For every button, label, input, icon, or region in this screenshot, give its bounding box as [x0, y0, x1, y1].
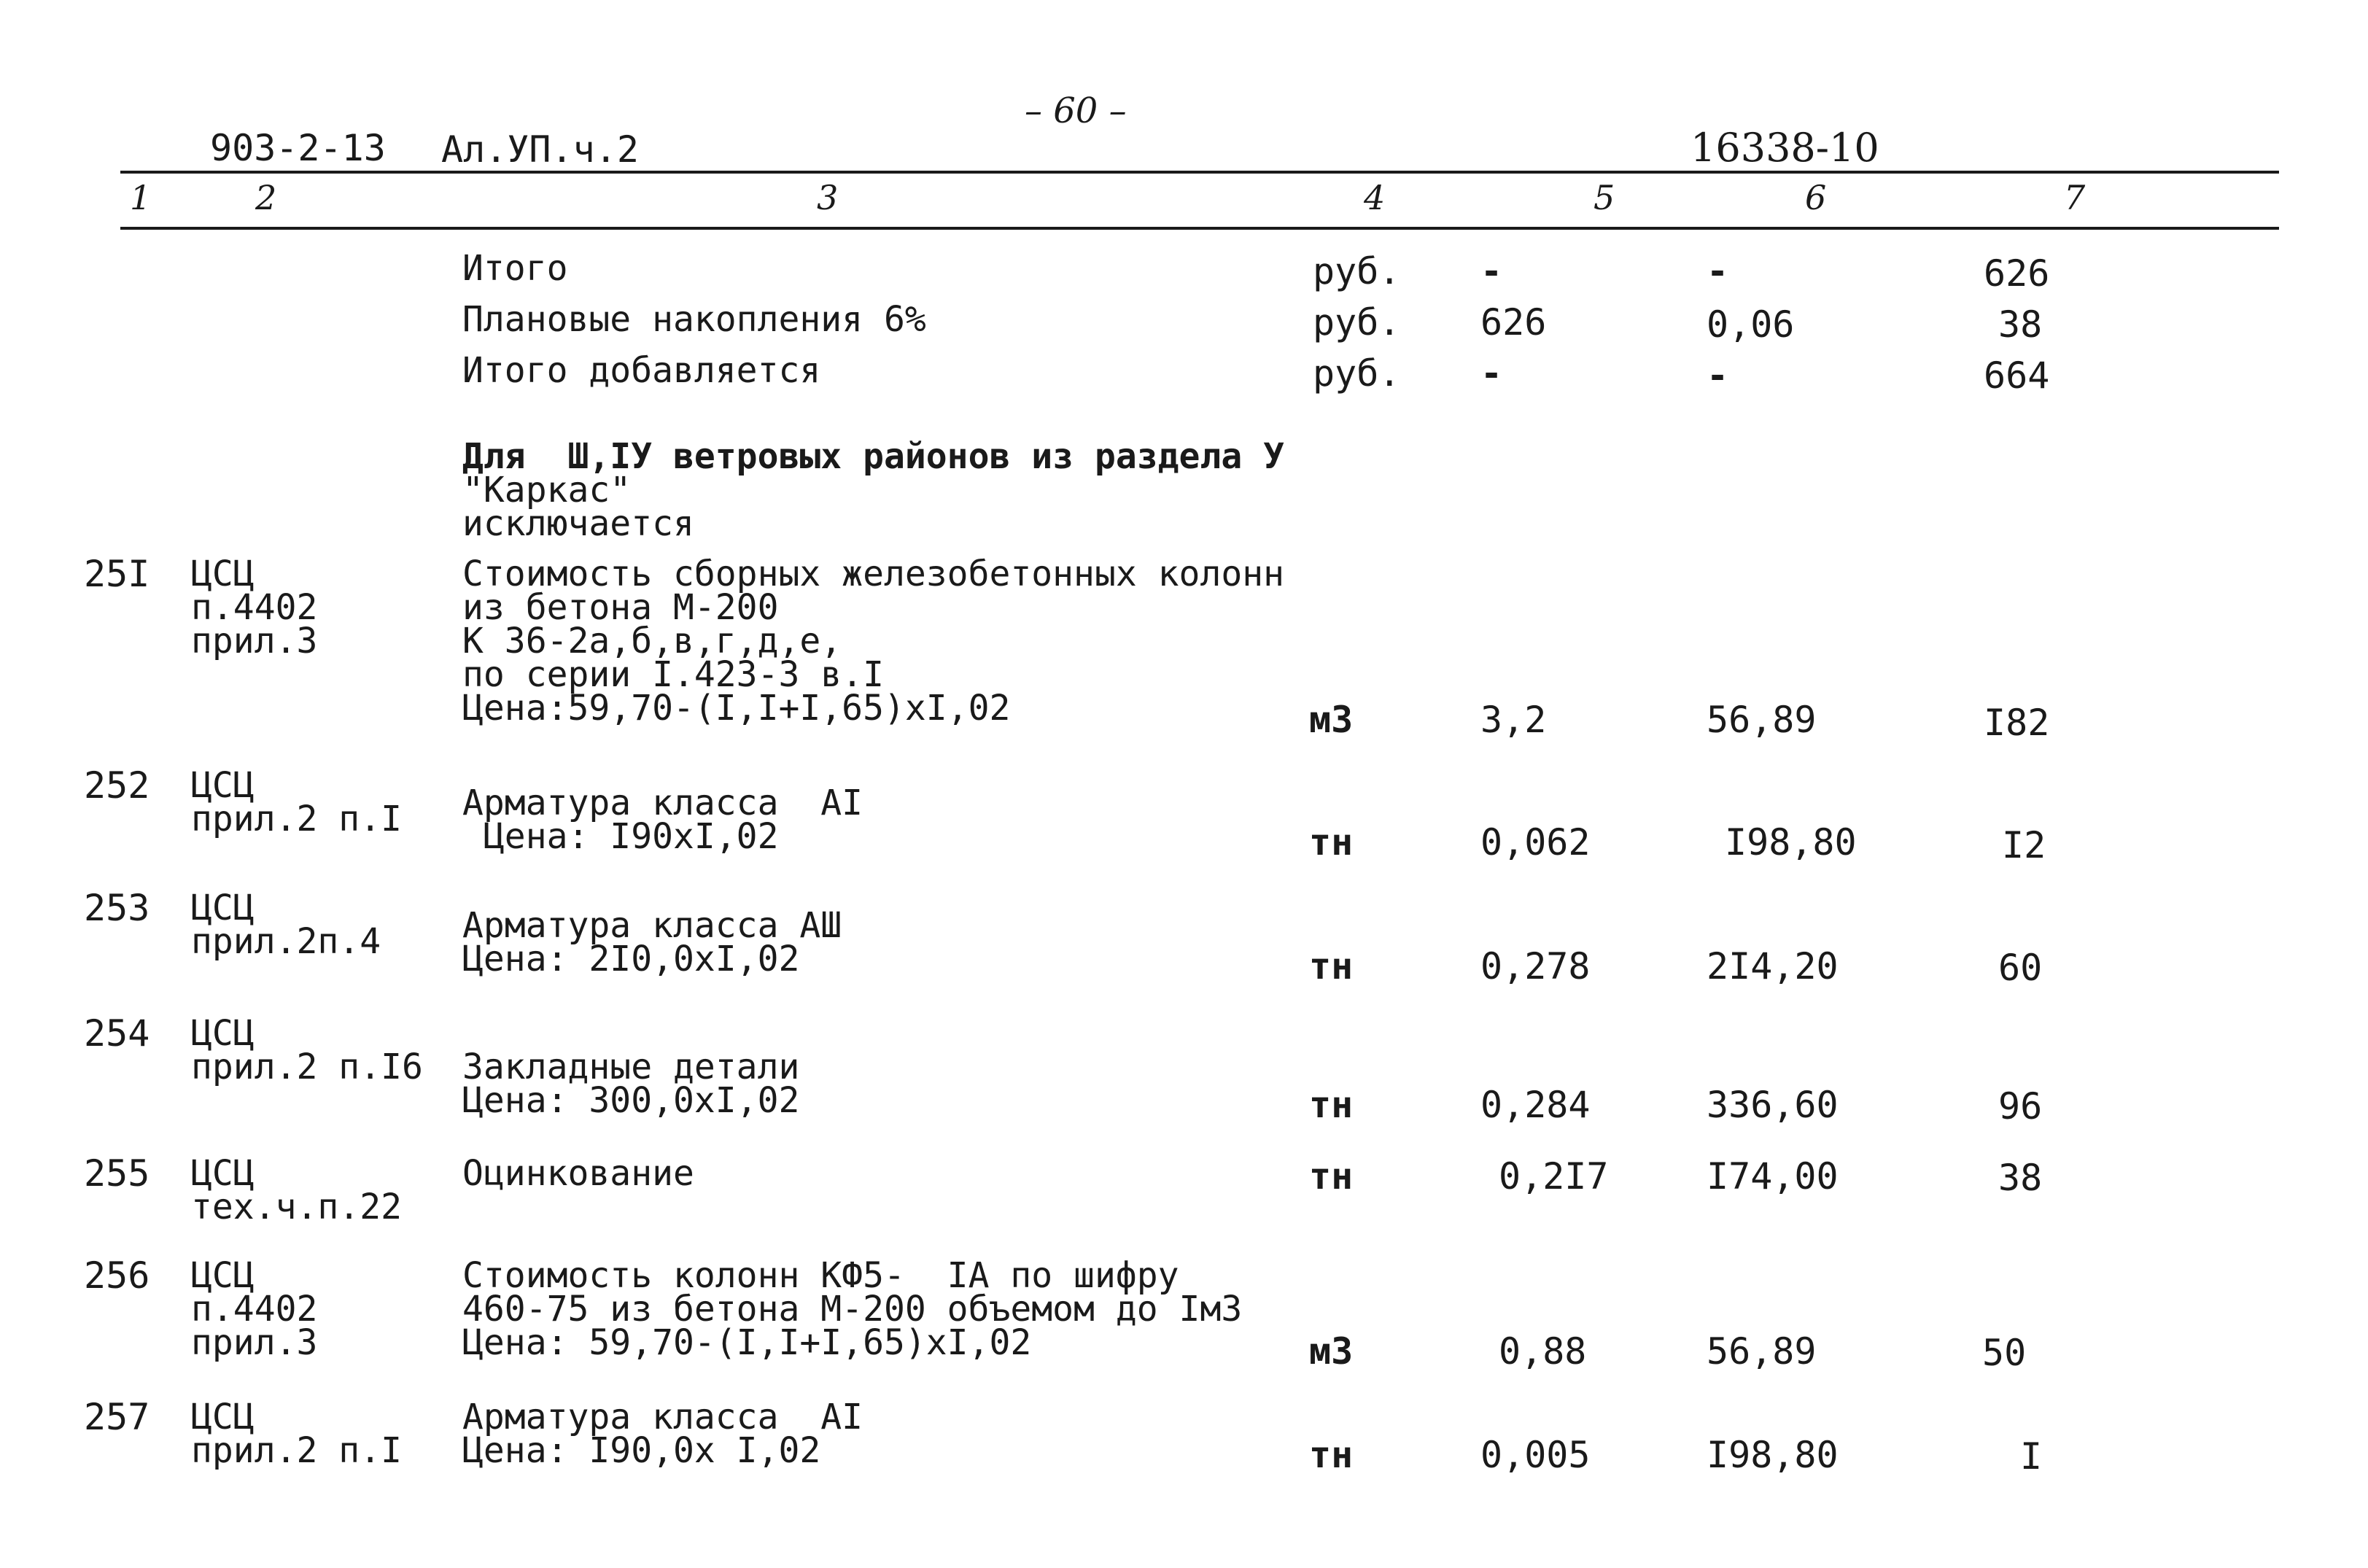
summary-qty: - — [1480, 352, 1503, 395]
summary-qty: - — [1480, 250, 1503, 292]
row-unit: тн — [1309, 1434, 1354, 1476]
summary-price: - — [1707, 354, 1729, 397]
row-price: 2I4,20 — [1707, 945, 1839, 987]
row-basis-line: ЦСЦ — [191, 888, 255, 928]
section-note-line: "Каркас" — [462, 470, 632, 511]
row-total: 96 — [1998, 1085, 2043, 1128]
row-basis-line: прил.3 — [191, 621, 318, 661]
row-basis-line: п.4402 — [191, 1289, 318, 1330]
summary-total: 626 — [1984, 252, 2050, 295]
summary-price: - — [1707, 250, 1729, 292]
row-qty: 3,2 — [1480, 699, 1547, 741]
row-total: 60 — [1998, 947, 2043, 989]
row-unit: м3 — [1309, 1330, 1354, 1373]
row-desc-line: Цена: 300,0xI,02 — [462, 1080, 800, 1121]
row-price: I74,00 — [1707, 1155, 1839, 1198]
row-basis-line: ЦСЦ — [191, 1153, 255, 1194]
row-price: I98,80 — [1707, 1434, 1839, 1476]
row-desc-line: по серии I.423-3 в.I — [462, 654, 884, 695]
row-unit: м3 — [1309, 699, 1354, 741]
row-qty: 0,284 — [1480, 1084, 1591, 1126]
row-qty: 0,062 — [1480, 821, 1591, 863]
row-desc-line: Стоимость колонн КФ5- IА по шифру — [462, 1255, 1179, 1296]
row-desc-line: К 36-2а,б,в,г,д,е, — [462, 621, 842, 661]
row-basis-line: ЦСЦ — [191, 554, 255, 594]
row-total: I — [2020, 1435, 2043, 1478]
row-desc-line: Оцинкование — [462, 1153, 694, 1194]
summary-unit: руб. — [1313, 250, 1401, 292]
row-basis-line: ЦСЦ — [191, 765, 255, 806]
row-qty: 0,2I7 — [1499, 1155, 1609, 1198]
album-label: Ал.УП.ч.2 — [441, 128, 639, 171]
row-total: 38 — [1998, 1157, 2043, 1199]
row-unit: тн — [1309, 1155, 1354, 1198]
row-basis-line: прил.3 — [191, 1322, 318, 1363]
row-basis-line: прил.2п.4 — [191, 921, 381, 962]
row-price: 56,89 — [1707, 1330, 1817, 1373]
row-basis-line: тех.ч.п.22 — [191, 1187, 402, 1227]
section-note-line: исключается — [462, 503, 694, 544]
row-qty: 0,88 — [1499, 1330, 1587, 1373]
row-basis-line: ЦСЦ — [191, 1013, 255, 1054]
row-desc-line: Арматура класса АI — [462, 783, 863, 823]
row-number: 257 — [84, 1396, 150, 1438]
row-unit: тн — [1309, 945, 1354, 987]
row-number: 255 — [84, 1152, 150, 1195]
summary-name: Итого — [462, 248, 568, 289]
row-basis-line: прил.2 п.I6 — [191, 1047, 423, 1087]
row-basis-line: ЦСЦ — [191, 1255, 255, 1296]
row-price: I98,80 — [1725, 821, 1857, 863]
row-number: 253 — [84, 887, 150, 929]
row-desc-line: из бетона М-200 — [462, 587, 779, 628]
page-number: – 60 – — [1025, 90, 1127, 131]
column-number: 1 — [130, 178, 152, 217]
row-qty: 0,005 — [1480, 1434, 1591, 1476]
header-top-rule — [120, 171, 2279, 174]
row-number: 254 — [84, 1012, 150, 1055]
summary-total: 664 — [1984, 354, 2050, 397]
column-number: 4 — [1364, 178, 1386, 217]
column-number: 3 — [817, 178, 839, 217]
summary-unit: руб. — [1313, 352, 1401, 395]
summary-total: 38 — [1998, 303, 2043, 346]
doc-number: 16338-10 — [1690, 125, 1879, 171]
project-code: 903-2-13 — [210, 127, 386, 169]
row-desc-line: Цена:59,70-(I,I+I,65)xI,02 — [462, 688, 1011, 729]
row-basis-line: п.4402 — [191, 587, 318, 628]
row-desc-line: Арматура класса АI — [462, 1397, 863, 1437]
summary-name: Плановые накопления 6% — [462, 299, 926, 340]
row-desc-line: Цена: I90,0x I,02 — [462, 1430, 821, 1471]
summary-qty: 626 — [1480, 301, 1547, 344]
summary-unit: руб. — [1313, 301, 1401, 344]
row-desc-line: Цена: I90xI,02 — [462, 816, 779, 857]
summary-name: Итого добавляется — [462, 350, 821, 391]
row-number: 256 — [84, 1254, 150, 1297]
header-bottom-rule — [120, 227, 2279, 230]
row-desc-line: Цена: 59,70-(I,I+I,65)xI,02 — [462, 1322, 1032, 1363]
row-basis-line: ЦСЦ — [191, 1397, 255, 1437]
row-number: 252 — [84, 764, 150, 807]
row-unit: тн — [1309, 821, 1354, 863]
summary-price: 0,06 — [1707, 303, 1795, 346]
row-basis-line: прил.2 п.I — [191, 1430, 402, 1471]
row-number: 25I — [84, 553, 150, 595]
column-number: 5 — [1593, 178, 1615, 217]
row-total: I2 — [2002, 824, 2046, 866]
row-basis-line: прил.2 п.I — [191, 799, 402, 839]
row-desc-line: 460-75 из бетона М-200 объемом до Iм3 — [462, 1289, 1243, 1330]
section-note-line: Для Ш,IУ ветровых районов из раздела У — [462, 436, 1285, 477]
row-total: I82 — [1984, 702, 2050, 744]
column-number: 7 — [2064, 178, 2086, 217]
row-total: 50 — [1982, 1332, 2027, 1374]
row-desc-line: Стоимость сборных железобетонных колонн — [462, 554, 1285, 594]
row-desc-line: Закладные детали — [462, 1047, 800, 1087]
row-desc-line: Цена: 2I0,0xI,02 — [462, 939, 800, 979]
column-number: 6 — [1805, 178, 1827, 217]
row-price: 336,60 — [1707, 1084, 1839, 1126]
row-price: 56,89 — [1707, 699, 1817, 741]
row-unit: тн — [1309, 1084, 1354, 1126]
column-number: 2 — [255, 178, 277, 217]
row-desc-line: Арматура класса АШ — [462, 905, 842, 946]
row-qty: 0,278 — [1480, 945, 1591, 987]
